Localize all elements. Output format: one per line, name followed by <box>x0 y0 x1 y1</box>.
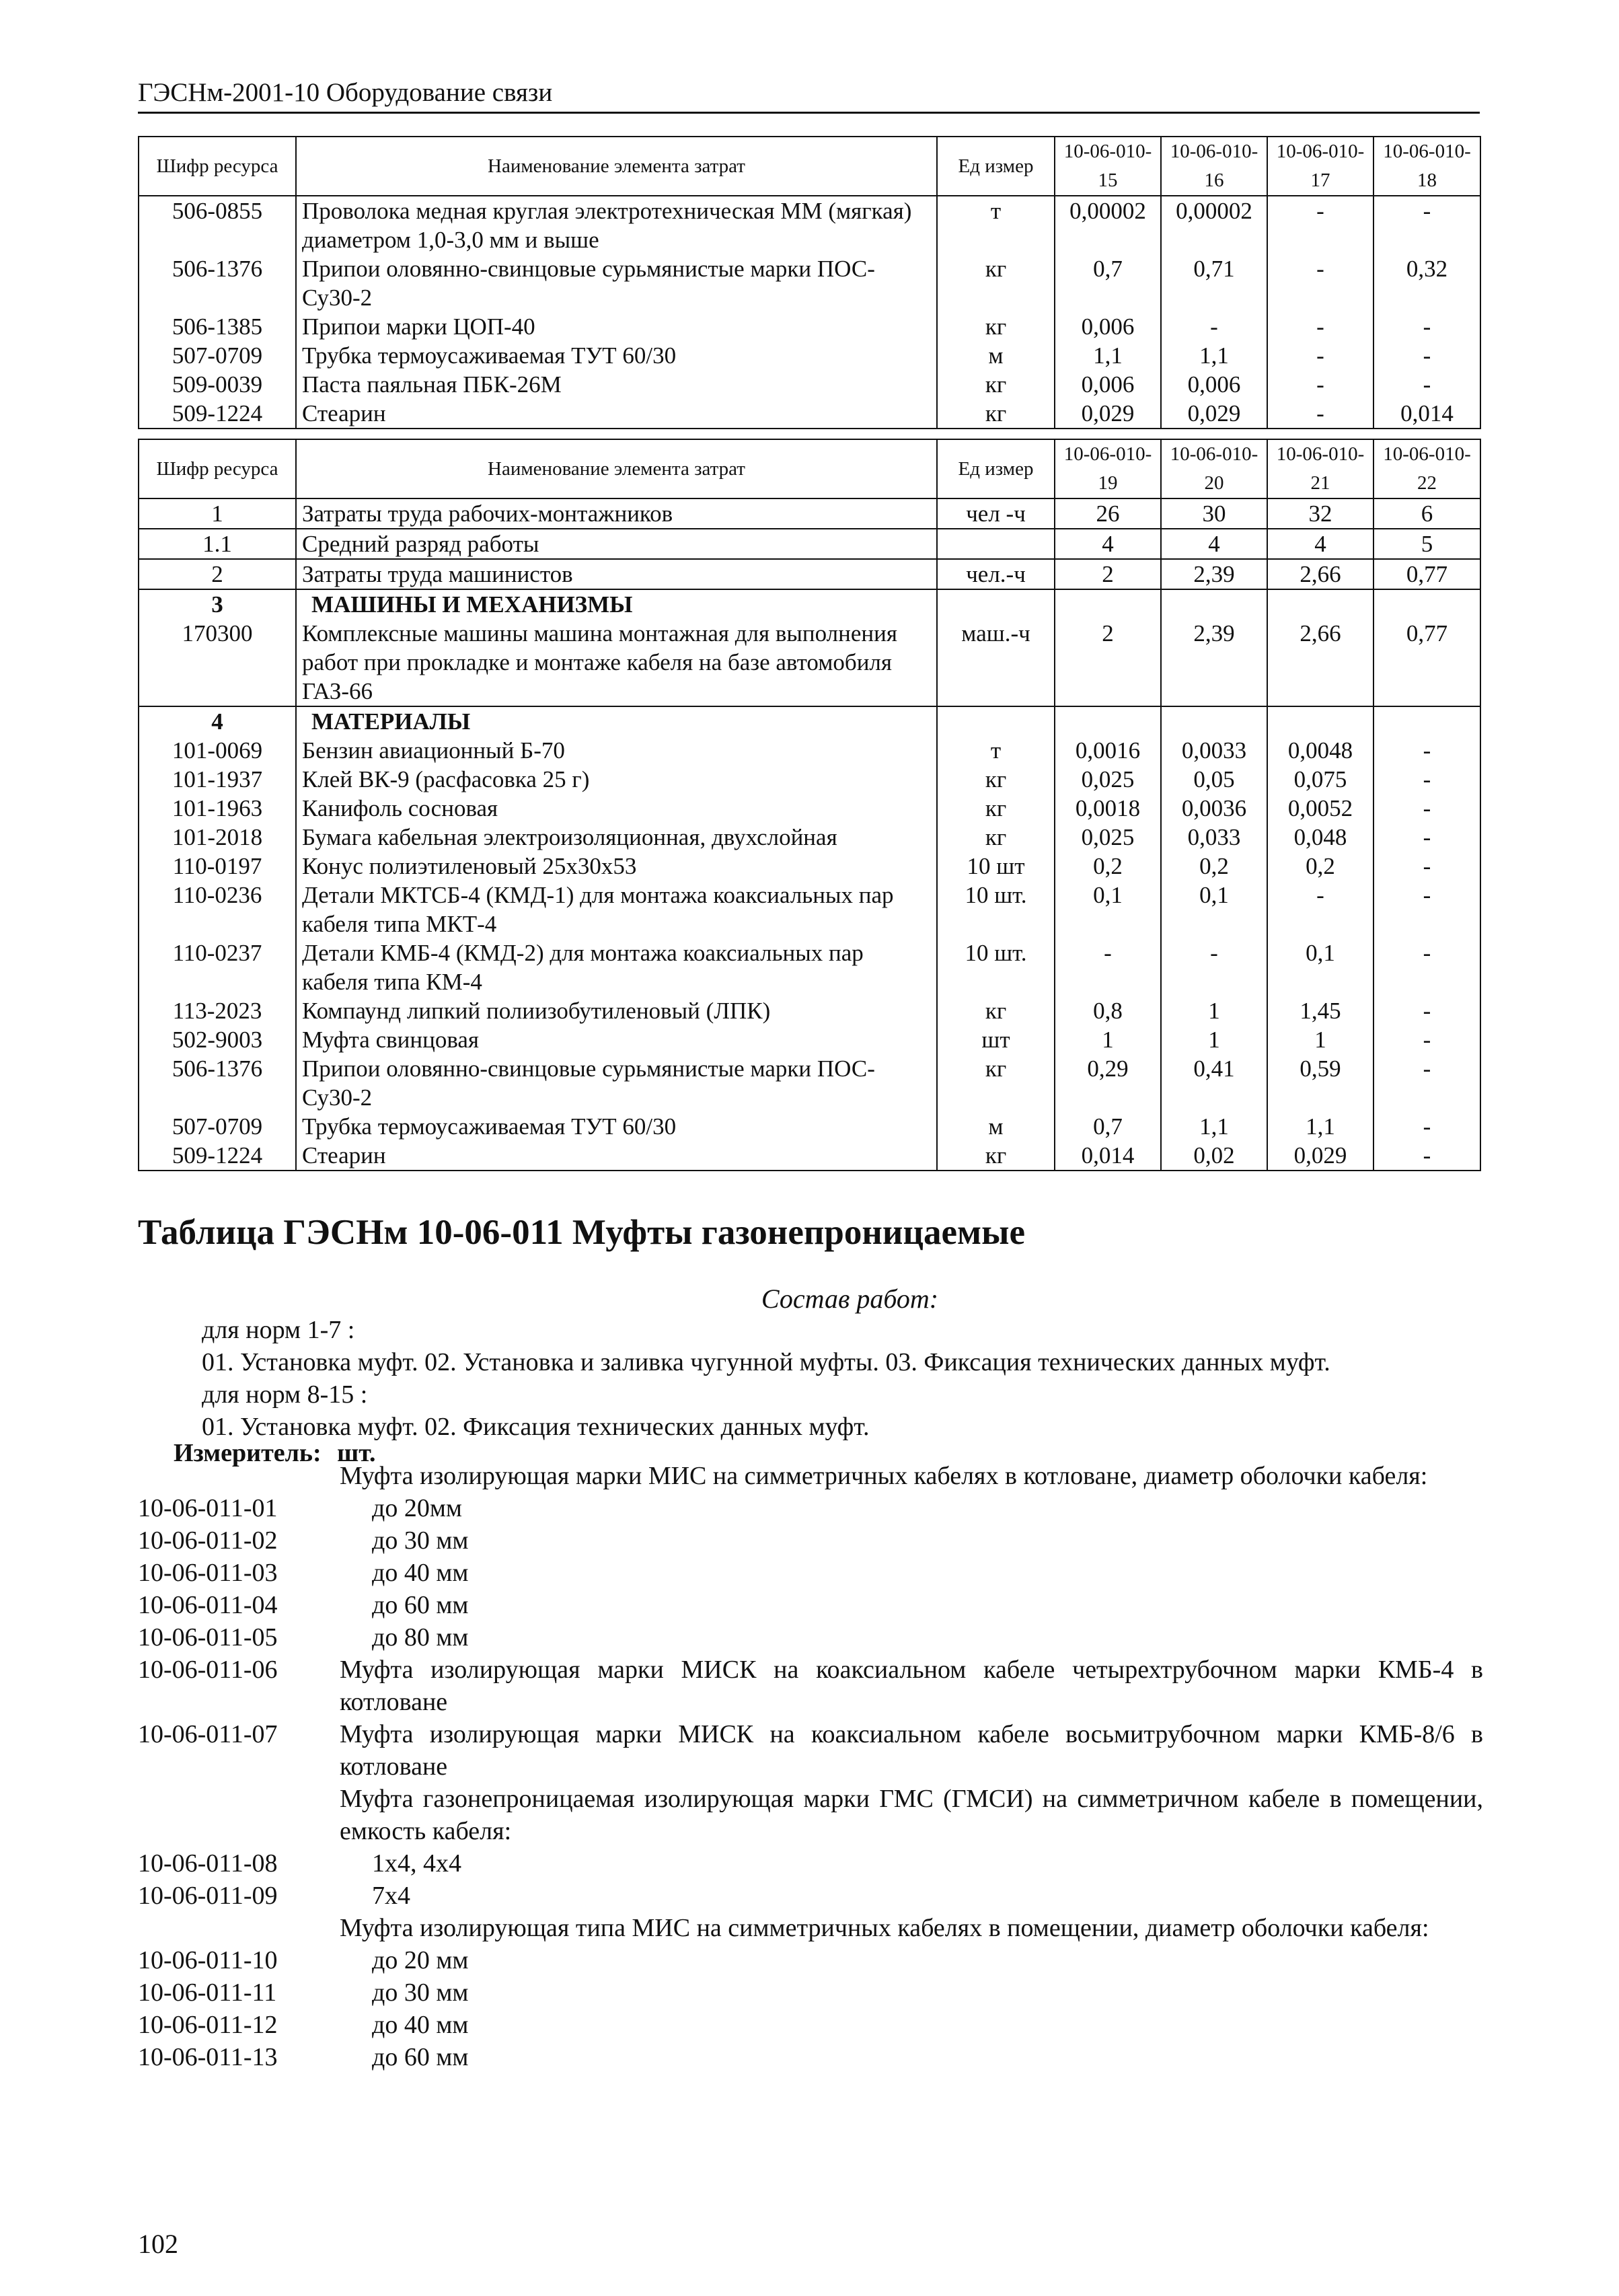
norms-range-b: для норм 8-15 : <box>202 1380 368 1409</box>
header-norm: 10-06-010-16 <box>1161 137 1267 196</box>
norm-value: - <box>1373 312 1480 341</box>
norm-value: - <box>1373 823 1480 852</box>
norm-value: 0,02 <box>1161 1141 1267 1171</box>
norm-value: - <box>1373 341 1480 370</box>
table-row <box>139 794 1480 823</box>
norm-value: 1,1 <box>1055 341 1161 370</box>
table-row <box>139 736 1480 765</box>
norm-value: 0,1 <box>1055 881 1161 938</box>
table-title: Таблица ГЭСНм 10-06-011 Муфты газонепроницаемые <box>138 1213 1026 1252</box>
norm-description: Муфта газонепроницаемая изолирующая марки ГМС (ГМСИ) на симметричном кабеле в помещении, емкость кабеля: <box>340 1785 1483 1845</box>
norm-value: - <box>1055 938 1161 996</box>
norm-value: 1,1 <box>1161 1112 1267 1141</box>
table-row <box>139 619 1480 706</box>
norm-description: 7х4 <box>372 1882 410 1910</box>
list-item <box>138 1460 1483 1492</box>
norm-value: 0,0048 <box>1267 736 1373 765</box>
resource-code: 502-9003 <box>139 1025 296 1054</box>
resource-table-1 <box>138 136 1481 429</box>
table-row <box>139 1141 1480 1171</box>
norm-description: до 30 мм <box>372 1978 469 2007</box>
resource-name: Трубка термоусаживаемая ТУТ 60/30 <box>296 1112 937 1141</box>
norm-value: 2 <box>1055 559 1161 589</box>
norm-value: 0,075 <box>1267 765 1373 794</box>
norm-value: 0,014 <box>1055 1141 1161 1171</box>
norm-value: 0,8 <box>1055 996 1161 1025</box>
table-row <box>139 498 1480 529</box>
unit: кг <box>937 794 1055 823</box>
norm-value: 0,71 <box>1161 254 1267 312</box>
norm-description: до 30 мм <box>372 1526 469 1555</box>
norm-value: 0,033 <box>1161 823 1267 852</box>
norm-value: 0,77 <box>1373 559 1480 589</box>
table-row <box>139 589 1480 619</box>
unit: чел -ч <box>937 498 1055 529</box>
norm-value: 2,66 <box>1267 619 1373 706</box>
meter-label: Измеритель: <box>174 1439 322 1467</box>
norm-value: 0,0016 <box>1055 736 1161 765</box>
resource-name: Трубка термоусаживаемая ТУТ 60/30 <box>296 341 937 370</box>
norm-value: - <box>1267 254 1373 312</box>
unit: кг <box>937 1141 1055 1171</box>
resource-code: 507-0709 <box>139 341 296 370</box>
table-row <box>139 1112 1480 1141</box>
resource-name: Средний разряд работы <box>296 529 937 559</box>
list-item <box>138 1912 1483 1944</box>
norm-value: 0,025 <box>1055 765 1161 794</box>
norm-code: 10-06-011-05 <box>138 1623 278 1652</box>
resource-name: Припои марки ЦОП-40 <box>296 312 937 341</box>
norm-value: 0,1 <box>1267 938 1373 996</box>
norm-value: 0,29 <box>1055 1054 1161 1112</box>
list-item <box>138 1524 1483 1557</box>
table-row <box>139 823 1480 852</box>
norm-value: - <box>1373 196 1480 254</box>
resource-name: Стеарин <box>296 1141 937 1171</box>
resource-name: Клей ВК-9 (расфасовка 25 г) <box>296 765 937 794</box>
norm-code: 10-06-011-09 <box>138 1882 278 1910</box>
header-unit: Ед измер <box>937 137 1055 196</box>
norm-value: 1 <box>1161 996 1267 1025</box>
resource-code: 170300 <box>139 619 296 706</box>
list-item <box>138 1589 1483 1621</box>
table-row <box>139 370 1480 399</box>
norm-value: - <box>1373 1054 1480 1112</box>
table-row <box>139 1054 1480 1112</box>
norm-value: - <box>1373 1112 1480 1141</box>
header-norm: 10-06-010-15 <box>1055 137 1161 196</box>
resource-name: Детали МКТСБ-4 (КМД-1) для монтажа коаксиальных пар кабеля типа МКТ-4 <box>296 881 937 938</box>
resource-code: 506-1385 <box>139 312 296 341</box>
unit: кг <box>937 399 1055 429</box>
norm-value: - <box>1373 938 1480 996</box>
norm-value: - <box>1373 765 1480 794</box>
norm-list <box>138 1460 1483 2073</box>
norm-value: 0,029 <box>1055 399 1161 429</box>
norm-value: - <box>1373 736 1480 765</box>
norm-value <box>1267 589 1373 619</box>
resource-code: 113-2023 <box>139 996 296 1025</box>
header-norm: 10-06-010-21 <box>1267 439 1373 498</box>
norm-code: 10-06-011-08 <box>138 1849 278 1878</box>
norm-value: 4 <box>1055 529 1161 559</box>
unit: кг <box>937 370 1055 399</box>
table-row <box>139 881 1480 938</box>
norm-value: - <box>1373 1025 1480 1054</box>
work-composition-title: Состав работ: <box>761 1284 939 1314</box>
unit: м <box>937 1112 1055 1141</box>
list-item <box>138 1976 1483 2009</box>
norm-value: - <box>1373 852 1480 881</box>
norm-description: Муфта изолирующая марки МИСК на коаксиальном кабеле восьмитрубочном марки КМБ-8/6 в котловане <box>340 1720 1483 1781</box>
norm-value: 0,7 <box>1055 1112 1161 1141</box>
norm-value: 0,41 <box>1161 1054 1267 1112</box>
unit: м <box>937 341 1055 370</box>
resource-name: Припои оловянно-свинцовые сурьмянистые марки ПОС-Су30-2 <box>296 1054 937 1112</box>
norm-value: 2,39 <box>1161 619 1267 706</box>
resource-table-2 <box>138 439 1481 1171</box>
header-norm: 10-06-010-17 <box>1267 137 1373 196</box>
unit: 10 шт. <box>937 938 1055 996</box>
resource-name: Проволока медная круглая электротехническая ММ (мягкая) диаметром 1,0-3,0 мм и выше <box>296 196 937 254</box>
norm-value: 0,77 <box>1373 619 1480 706</box>
header-norm: 10-06-010-20 <box>1161 439 1267 498</box>
table-row <box>139 996 1480 1025</box>
resource-code: 110-0237 <box>139 938 296 996</box>
resource-name: Компаунд липкий полиизобутиленовый (ЛПК) <box>296 996 937 1025</box>
unit: шт <box>937 1025 1055 1054</box>
norm-description: до 40 мм <box>372 2011 469 2039</box>
resource-name: Комплексные машины машина монтажная для выполнения работ при прокладке и монтаже кабеля на базе автомобиля ГАЗ-66 <box>296 619 937 706</box>
norm-code: 10-06-011-01 <box>138 1494 278 1522</box>
resource-name: МАТЕРИАЛЫ <box>296 706 937 736</box>
norm-value: - <box>1373 881 1480 938</box>
norm-description: до 60 мм <box>372 2043 469 2071</box>
norm-value: 26 <box>1055 498 1161 529</box>
table-row <box>139 341 1480 370</box>
table-row <box>139 852 1480 881</box>
table-row <box>139 706 1480 736</box>
norm-code: 10-06-011-12 <box>138 2011 278 2039</box>
operations-b: 01. Установка муфт. 02. Фиксация технических данных муфт. <box>202 1413 870 1441</box>
operations-a: 01. Установка муфт. 02. Установка и заливка чугунной муфты. 03. Фиксация технических данных муфт. <box>202 1348 1330 1376</box>
resource-code: 101-0069 <box>139 736 296 765</box>
list-item <box>138 1557 1483 1589</box>
resource-code: 506-1376 <box>139 254 296 312</box>
norm-code <box>138 1783 340 1847</box>
norm-code: 10-06-011-10 <box>138 1946 278 1974</box>
norm-code: 10-06-011-06 <box>138 1656 278 1684</box>
norm-value: 4 <box>1161 529 1267 559</box>
norm-code: 10-06-011-11 <box>138 1978 277 2007</box>
norm-value: - <box>1373 996 1480 1025</box>
norm-value: 1,1 <box>1267 1112 1373 1141</box>
norm-description: Муфта изолирующая типа МИС на симметричных кабелях в помещении, диаметр оболочки кабеля: <box>340 1914 1429 1942</box>
list-item <box>138 1492 1483 1524</box>
norms-range-a: для норм 1-7 : <box>202 1316 355 1344</box>
header-name: Наименование элемента затрат <box>296 439 937 498</box>
page-header: ГЭСНм-2001-10 Оборудование связи <box>138 75 1480 114</box>
resource-name: МАШИНЫ И МЕХАНИЗМЫ <box>296 589 937 619</box>
norm-value: - <box>1373 370 1480 399</box>
norm-value: 0,006 <box>1161 370 1267 399</box>
norm-value: 0,0018 <box>1055 794 1161 823</box>
resource-code: 507-0709 <box>139 1112 296 1141</box>
unit: кг <box>937 996 1055 1025</box>
norm-value: 0,32 <box>1373 254 1480 312</box>
list-item <box>138 1621 1483 1654</box>
list-item <box>138 2041 1483 2073</box>
norm-value: 0,00002 <box>1161 196 1267 254</box>
resource-code: 506-1376 <box>139 1054 296 1112</box>
norm-value: 1 <box>1267 1025 1373 1054</box>
resource-name: Затраты труда рабочих-монтажников <box>296 498 937 529</box>
norm-value: 2,66 <box>1267 559 1373 589</box>
unit: маш.-ч <box>937 619 1055 706</box>
unit: кг <box>937 312 1055 341</box>
norm-value: 2,39 <box>1161 559 1267 589</box>
resource-code: 110-0236 <box>139 881 296 938</box>
page-number: 102 <box>138 2229 178 2259</box>
norm-value: 32 <box>1267 498 1373 529</box>
norm-value: 0,0036 <box>1161 794 1267 823</box>
norm-value: 6 <box>1373 498 1480 529</box>
list-item <box>138 1847 1483 1880</box>
table-row <box>139 196 1480 254</box>
norm-value <box>1055 706 1161 736</box>
resource-code: 1 <box>139 498 296 529</box>
meter-value: шт. <box>337 1439 376 1467</box>
unit <box>937 589 1055 619</box>
norm-value: - <box>1267 399 1373 429</box>
norm-description: Муфта изолирующая марки МИС на симметричных кабелях в котловане, диаметр оболочки кабеля: <box>340 1462 1428 1490</box>
norm-value: 1,1 <box>1161 341 1267 370</box>
table-row <box>139 254 1480 312</box>
resource-name: Припои оловянно-свинцовые сурьмянистые марки ПОС-Су30-2 <box>296 254 937 312</box>
header-norm: 10-06-010-19 <box>1055 439 1161 498</box>
norm-value: - <box>1267 370 1373 399</box>
resource-code: 509-1224 <box>139 399 296 429</box>
list-item <box>138 1654 1483 1718</box>
norm-value: 0,1 <box>1161 881 1267 938</box>
norm-value: - <box>1267 881 1373 938</box>
resource-code: 509-1224 <box>139 1141 296 1171</box>
norm-value: 0,59 <box>1267 1054 1373 1112</box>
norm-code: 10-06-011-03 <box>138 1559 278 1587</box>
norm-value: 0,2 <box>1161 852 1267 881</box>
list-item <box>138 2009 1483 2041</box>
norm-code: 10-06-011-07 <box>138 1720 278 1748</box>
table-row <box>139 399 1480 429</box>
norm-value: 2 <box>1055 619 1161 706</box>
norm-code <box>138 1912 340 1944</box>
table-row <box>139 559 1480 589</box>
resource-name: Бумага кабельная электроизоляционная, двухслойная <box>296 823 937 852</box>
unit: 10 шт <box>937 852 1055 881</box>
unit: кг <box>937 823 1055 852</box>
norm-value: 1,45 <box>1267 996 1373 1025</box>
norm-value: 30 <box>1161 498 1267 529</box>
unit: кг <box>937 1054 1055 1112</box>
unit: чел.-ч <box>937 559 1055 589</box>
resource-name: Затраты труда машинистов <box>296 559 937 589</box>
norm-value: - <box>1267 341 1373 370</box>
table-row <box>139 1025 1480 1054</box>
resource-name: Детали КМБ-4 (КМД-2) для монтажа коаксиальных пар кабеля типа КМ-4 <box>296 938 937 996</box>
header-code: Шифр ресурса <box>139 439 296 498</box>
norm-value: - <box>1161 312 1267 341</box>
list-item <box>138 1944 1483 1976</box>
norm-value: 0,05 <box>1161 765 1267 794</box>
norm-value <box>1161 706 1267 736</box>
unit: т <box>937 196 1055 254</box>
norm-code <box>138 1460 340 1492</box>
norm-value <box>1055 589 1161 619</box>
norm-value: - <box>1373 794 1480 823</box>
norm-value: - <box>1161 938 1267 996</box>
norm-value: 0,006 <box>1055 312 1161 341</box>
unit <box>937 529 1055 559</box>
header-unit: Ед измер <box>937 439 1055 498</box>
norm-value: 0,014 <box>1373 399 1480 429</box>
resource-code: 2 <box>139 559 296 589</box>
norm-description: до 60 мм <box>372 1591 469 1619</box>
list-item <box>138 1718 1483 1783</box>
norm-description: 1х4, 4х4 <box>372 1849 461 1878</box>
resource-code: 506-0855 <box>139 196 296 254</box>
table-row <box>139 529 1480 559</box>
norm-value: 0,2 <box>1267 852 1373 881</box>
norm-value: 0,025 <box>1055 823 1161 852</box>
norm-value: 4 <box>1267 529 1373 559</box>
norm-value: 0,006 <box>1055 370 1161 399</box>
norm-value: 5 <box>1373 529 1480 559</box>
resource-code: 110-0197 <box>139 852 296 881</box>
list-item <box>138 1783 1483 1847</box>
norm-value: - <box>1267 312 1373 341</box>
norm-value: 1 <box>1161 1025 1267 1054</box>
norm-value: 0,029 <box>1161 399 1267 429</box>
header-code: Шифр ресурса <box>139 137 296 196</box>
norm-description: до 40 мм <box>372 1559 469 1587</box>
resource-name: Бензин авиационный Б-70 <box>296 736 937 765</box>
resource-code: 509-0039 <box>139 370 296 399</box>
unit: кг <box>937 254 1055 312</box>
resource-name: Канифоль сосновая <box>296 794 937 823</box>
header-name: Наименование элемента затрат <box>296 137 937 196</box>
table-row <box>139 938 1480 996</box>
norm-value <box>1161 589 1267 619</box>
norm-code: 10-06-011-13 <box>138 2043 278 2071</box>
resource-code: 1.1 <box>139 529 296 559</box>
norm-code: 10-06-011-04 <box>138 1591 278 1619</box>
header-norm: 10-06-010-22 <box>1373 439 1480 498</box>
norm-value <box>1267 706 1373 736</box>
table-row <box>139 765 1480 794</box>
resource-code: 4 <box>139 706 296 736</box>
norm-value: 0,029 <box>1267 1141 1373 1171</box>
norm-value <box>1373 589 1480 619</box>
norm-value: - <box>1267 196 1373 254</box>
resource-code: 101-2018 <box>139 823 296 852</box>
unit: 10 шт. <box>937 881 1055 938</box>
norm-value: 0,7 <box>1055 254 1161 312</box>
norm-value: 0,2 <box>1055 852 1161 881</box>
table-row <box>139 312 1480 341</box>
resource-name: Конус полиэтиленовый 25х30х53 <box>296 852 937 881</box>
norm-value: 0,00002 <box>1055 196 1161 254</box>
norm-description: Муфта изолирующая марки МИСК на коаксиальном кабеле четырехтрубочном марки КМБ-4 в котловане <box>340 1656 1483 1716</box>
norm-code: 10-06-011-02 <box>138 1526 278 1555</box>
unit: т <box>937 736 1055 765</box>
norm-value: 0,0052 <box>1267 794 1373 823</box>
norm-value: 1 <box>1055 1025 1161 1054</box>
resource-code: 101-1963 <box>139 794 296 823</box>
list-item <box>138 1880 1483 1912</box>
unit <box>937 706 1055 736</box>
norm-description: до 80 мм <box>372 1623 469 1652</box>
resource-name: Паста паяльная ПБК-26М <box>296 370 937 399</box>
resource-code: 101-1937 <box>139 765 296 794</box>
norm-description: до 20мм <box>372 1494 462 1522</box>
norm-value: - <box>1373 1141 1480 1171</box>
resource-code: 3 <box>139 589 296 619</box>
resource-name: Муфта свинцовая <box>296 1025 937 1054</box>
unit: кг <box>937 765 1055 794</box>
norm-value <box>1373 706 1480 736</box>
resource-name: Стеарин <box>296 399 937 429</box>
norm-description: до 20 мм <box>372 1946 469 1974</box>
norm-value: 0,048 <box>1267 823 1373 852</box>
header-norm: 10-06-010-18 <box>1373 137 1480 196</box>
norm-value: 0,0033 <box>1161 736 1267 765</box>
